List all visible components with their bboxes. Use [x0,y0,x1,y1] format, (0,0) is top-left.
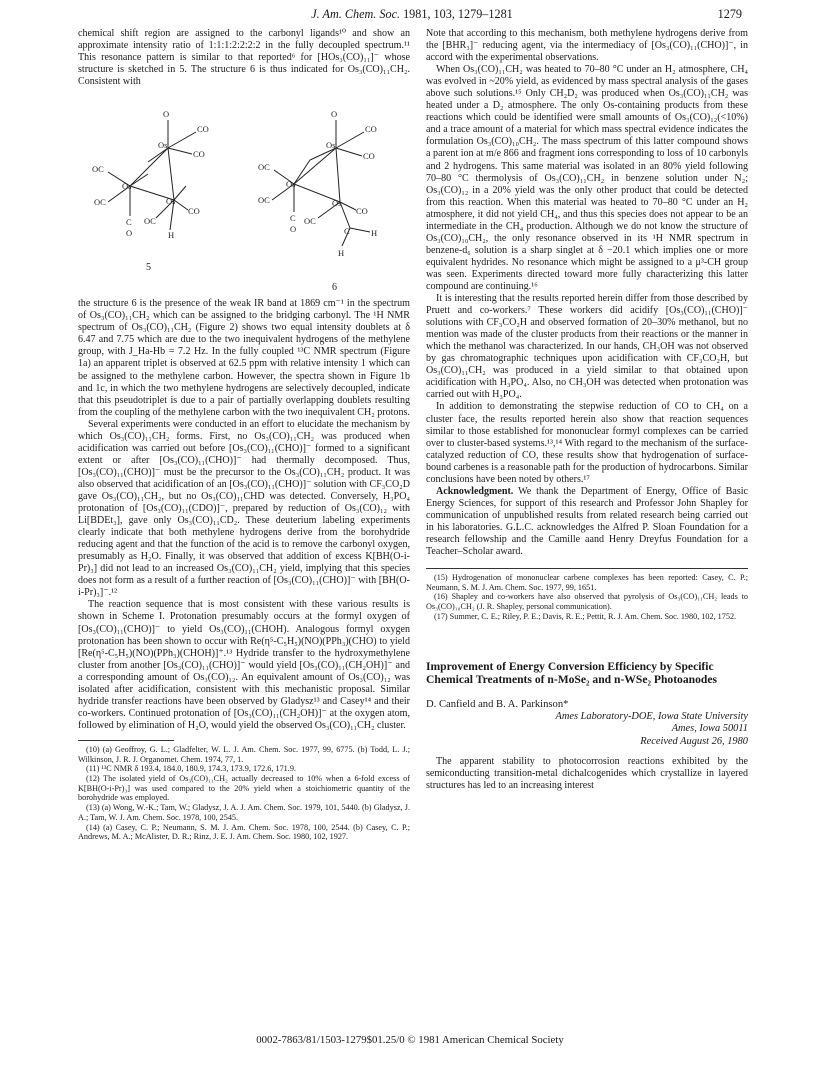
svg-text:O: O [290,224,297,235]
svg-text:C: C [290,213,296,224]
svg-text:OC: OC [258,162,270,173]
svg-text:O: O [126,228,133,239]
svg-text:H: H [168,230,175,241]
structures-5-6-figure [78,90,410,296]
article-authors: D. Canfield and B. A. Parkinson* [426,698,569,710]
svg-text:Os: Os [166,196,176,207]
right-footnotes [426,573,748,622]
svg-text:Os: Os [326,140,336,151]
running-header [82,7,742,23]
paragraph-comparison: It is interesting that the results reported herein differ from those described by Pruett and co-workers.⁷ These workers did acidify [Os₃(CO)₁₁(CHO)]⁻ solutions with CF₃CO₂H and observed formation of 20–30% methanol, but no mention was made of the cluster products from their reactions or the manner in which the methanol was characterized. In our hands, CH₃OH was not observed by gas chromatographic techniques upon acidification with CF₃CO₂H, but Os₃(CO)₁₁CH₂ was produced in a yield similar to that obtained upon acidification with H₃PO₄. Also, no CH₃OH was detected when protonation was carried out with H₃PO₄. [426,293,748,401]
left-column [78,28,410,842]
article-abstract-start: The apparent stability to photocorrosion reactions exhibited by the semiconducting transition-metal dichalcogenides which crystallize in layered structures has led to an increasing interest [426,755,748,791]
svg-text:OC: OC [92,164,104,175]
svg-text:Os: Os [286,179,296,190]
acknowledgment-text: We thank the Department of Energy, Office of Basic Energy Sciences, for support of this research and Professor John Shapley for communication of unpublished results from related research being carried out in his laboratories. G.L.C. acknowledges the Alfred P. Sloan Foundation for a research fellowship and the Camille aand Henry Dreyfus Foundation for a Teacher–Scholar award. [426,485,748,558]
intro-paragraph: chemical shift region are assigned to the carbonyl ligands¹⁰ and show an approximate intensity ratio of 1:1:1:2:2:2:2 in the fully decoupled spectrum.¹¹ This resonance pattern is similar to that reported⁶ for [HOs₃(CO)₁₁]⁻ whose structure is sketched in 5. The structure 6 is thus indicated for Os₃(CO)₁₁CH₂. Consistent with [78,28,410,88]
acknowledgment-heading: Acknowledgment. [436,485,514,497]
svg-text:CO: CO [188,206,200,217]
svg-text:CO: CO [193,149,205,160]
svg-text:OC: OC [94,197,106,208]
svg-text:OC: OC [144,216,156,227]
svg-text:CO: CO [365,124,377,135]
page-footer: 0002-7863/81/1503-1279$01.25/0 © 1981 American Chemical Society [256,1034,564,1046]
paragraph-ir-nmr: the structure 6 is the presence of the weak IR band at 1869 cm⁻¹ in the spectrum of Os₃(CO)₁₁CH₂ which can be assigned to the bridging carbonyl. The ¹H NMR spectrum of Os₃(CO)₁₁CH₂ (Figure 2) shows two equal intensity doublets at δ 6.47 and 7.75 which are due to the two inequivalent hydrogens of the methylene group, with J_Ha-Hb = 7.2 Hz. In the fully coupled ¹³C NMR spectrum (Figure 1a) an apparent triplet is observed at 62.5 ppm with relative intensity 1 which can be assigned to the methylene carbon. However, the spectra shown in Figure 1b and 1c, in which the two methylene hydrogens are selectively decoupled, indicate that this pseudotriplet is due to a pair of partially overlapping doublets resulting from the coupling of the methylene carbon with the two inequivalent CH₂ protons. [78,298,410,418]
paragraph-reaction-sequence: The reaction sequence that is most consistent with these various results is shown in Scheme I. Protonation presumably occurs at the formyl oxygen of [Os₃(CO)₁₁(CHO)]⁻ to yield Os₃(CO)₁₁(CHOH). Analogous formyl oxygen protonation has been shown to occur with Re(η⁵-C₅H₅)(NO)(PPh₃)(CHO) to yield [Re(η⁵-C₅H₅)(NO)(PPh₃)(CHOH)]⁺.¹³ Hydride transfer to the hydroxymethylene cluster from another [Os₃(CO)₁₁(CHO)]⁻ would yield [Os₃(CO)₁₁(CH₂OH)]⁻ and a corresponding amount of Os₃(CO)₁₂. An equivalent amount of Os₃(CO)₁₂ was isolated after acidification, consistent with this mechanistic proposal. Similar hydride transfer reactions have been observed by Gladysz¹³ and Casey¹⁴ and their co-workers. Continued protonation of [Os₃(CO)₁₁(CH₂OH)]⁻ at the oxygen atom, followed by elimination of H₂O, would yield the observed Os₃(CO)₁₁CH₂ cluster. [78,599,410,731]
footnote-11: (11) ¹³C NMR δ 193.4, 184.0, 180.9, 174.3, 173.9, 172.6, 171.9. [86,764,296,774]
svg-text:OC: OC [258,195,270,206]
svg-text:H: H [371,228,378,239]
svg-text:O: O [163,109,170,120]
footnote-12: (12) The isolated yield of Os₃(CO)₁₁CH₂ actually decreased to 10% when a 6-fold excess of K[BH(O-i-Pr)₃] was used compared to the 20% yield when a stoichiometric quantity of the borohydride was employed. [78,774,410,803]
structure-5-labels [92,109,209,273]
os-triangle-5 [130,148,174,200]
acknowledgment [426,486,748,558]
article-affiliation: Ames Laboratory-DOE, Iowa State University [555,710,748,722]
svg-text:CO: CO [356,206,368,217]
footnote-17: (17) Summer, C. E.; Riley, P. E.; Davis, R. E.; Pettit, R. J. Am. Chem. Soc. 1980, 102, 1752. [434,611,737,621]
next-article [426,660,748,792]
footnote-rule-right [426,568,748,569]
structure-6-number: 6 [332,282,337,294]
structure-6-labels [258,109,377,293]
svg-text:Os: Os [158,140,168,151]
paragraph-mechanism-note: Note that according to this mechanism, both methylene hydrogens derive from the [BHR₃]⁻ reducing agent, via the intermediacy of [Os₃(CO)₁₁(CHO)]⁻, in accord with the experimental observations. [426,28,748,64]
left-footnotes [78,745,410,842]
svg-text:Os: Os [122,181,132,192]
footnote-10: (10) (a) Geoffroy, G. L.; Gladfelter, W. L. J. Am. Chem. Soc. 1977, 99, 6775. (b) Todd, L. J.; Wilkinson, J. R. J. Organomet. Chem. 1974, 77, 1. [78,744,410,764]
journal-citation: J. Am. Chem. Soc. 1981, 103, 1279–1281 [311,7,513,21]
article-affiliation-city: Ames, Iowa 50011 [671,723,748,735]
paragraph-conclusions: In addition to demonstrating the stepwise reduction of CO to CH₄ on a cluster face, the results reported herein also show that reaction sequences similar to those established for mononuclear formyl complexes can be carried over to cluster-based systems.¹³,¹⁴ With regard to the mechanism of the surface-catalyzed reduction of CO, these results show that hydrogenation of surface-bound carbenes is a reasonable path for the production of hydrocarbons. Similar conclusions have been noted by others.¹⁷ [426,401,748,485]
svg-text:OC: OC [304,216,316,227]
footnote-16: (16) Shapley and co-workers have also observed that pyrolysis of Os₃(CO)₁₁CH₂ leads to Os₃(CO)₁₀CH₂ (J. R. Shapley, personal communication). [426,592,748,612]
page-number: 1279 [717,7,742,21]
paragraph-mechanism-experiments: Several experiments were conducted in an effort to elucidate the mechanism by which Os₃(CO)₁₁CH₂ forms. First, no Os₃(CO)₁₁CH₂ was produced when acidification was carried out before [Os₃(CO)₁₁(CHO)]⁻ formed to a significant extent or after [Os₃(CO)₁₁(CHO)]⁻ had thermally decomposed. Thus, [Os₃(CO)₁₁(CHO)]⁻ must be the precursor to the Os₃(CO)₁₁CH₂ product. It was also observed that acidification of an [Os₃(CO)₁₁(CHO)]⁻ solution with CF₃CO₂D gave Os₃(CO)₁₁CH₂, but no Os₃(CO)₁₁CHD was detected. Conversely, H₃PO₄ protonation of [Os₃(CO)₁₁(CDO)]⁻, prepared by reduction of Os₃(CO)₁₂ with Li[BDEt₃], gave only Os₃(CO)₁₁CD₂. These deuterium labeling experiments clearly indicate that both methylene hydrogens derive from the borohydride reducing agent and that the function of the acid is to remove the carbonyl oxygen, presumably as H₂O. Finally, it was observed that addition of excess K[BH(O-i-Pr)₃] did not lead to an increased Os₃(CO)₁₁CH₂ yield, implying that this species does not form as a result of a further reaction of [Os₃(CO)₁₁(CHO)]⁻ with [BH(O-i-Pr)₃]⁻.¹² [78,418,410,599]
footnote-13: (13) (a) Wong, W.-K.; Tam, W.; Gladysz, J. A. J. Am. Chem. Soc. 1979, 101, 5440. (b) Gladysz, J. A.; Tam, W. J. Am. Chem. Soc. 1978, 100, 2545. [78,803,410,822]
footnote-15: (15) Hydrogenation of mononuclear carbene complexes has been reported: Casey, C. P.; Neumann, S. M. J. Am. Chem. Soc. 1977, 99, 1651. [426,573,748,592]
svg-text:CO: CO [197,124,209,135]
paragraph-thermolysis: When Os₃(CO)₁₁CH₂ was heated to 70–80 °C under an H₂ atmosphere, CH₄ was evolved in ~20% yield, as evidenced by mass spectral analysis of the gases above such solutions.¹⁵ Only CH₂D₂ was produced when Os₃(CO)₁₁CH₂ was heated under a D₂ atmosphere. The only Os-containing products from these reactions which could be identified were small amounts of Os₃(CO)₁₂(<10%) and a trace amount of a material for which mass spectral evidence indicates the formulation Os₃(CO)₁₀CH₂. The mass spectrum of this latter compound shows a parent ion at m/e 866 and fragment ions corresponding to loss of 10 carbonyls and 2 hydrogens. This same material was isolated in an 80% yield following 70–80 °C thermolysis of Os₃(CO)₁₁CH₂ in benzene solution under N₂; Os₃(CO)₁₂ in a 20% yield was the only other product that could be detected from this reaction. When this material was heated to 70–80 °C under an H₂ atmosphere, it did not yield CH₄, and thus this species does not appear to be an intermediate in the CH₄ production. Although we do not know the structure of Os₃(CO)₁₀CH₂, the only resonance observed in its ¹H NMR spectrum in benzene-d₆ solution is a sharp singlet at δ −20.1 which implies one or more equivalent hydrides. No resonance which might be assigned to a μ³-CH group was seen. Experiments directed toward more fully characterizing this latter compound are continuing.¹⁶ [426,64,748,292]
article-received-date: Received August 26, 1980 [640,735,748,747]
structure-5-bonds [108,120,196,230]
os-triangle-6 [294,148,340,202]
svg-text:Os: Os [332,198,342,209]
svg-text:C: C [344,226,350,237]
svg-text:O: O [331,109,338,120]
cluster-structure-drawings [78,90,410,296]
article-title: Improvement of Energy Conversion Efficiency by Specific Chemical Treatments of n-MoSe₂ and n-WSe₂ Photoanodes [426,659,717,687]
footnote-rule [78,740,174,741]
footnote-14: (14) (a) Casey, C. P.; Neumann, S. M. J. Am. Chem. Soc. 1978, 100, 2544. (b) Casey, C. P.; Andrews, M. A.; McAlister, D. R.; Rinz, J. E. J. Am. Chem. Soc. 1980, 102, 1927. [78,822,410,842]
svg-text:C: C [126,217,132,228]
svg-text:CO: CO [363,151,375,162]
right-column [426,28,748,792]
svg-text:H: H [338,248,345,259]
structure-5-number: 5 [146,262,151,274]
